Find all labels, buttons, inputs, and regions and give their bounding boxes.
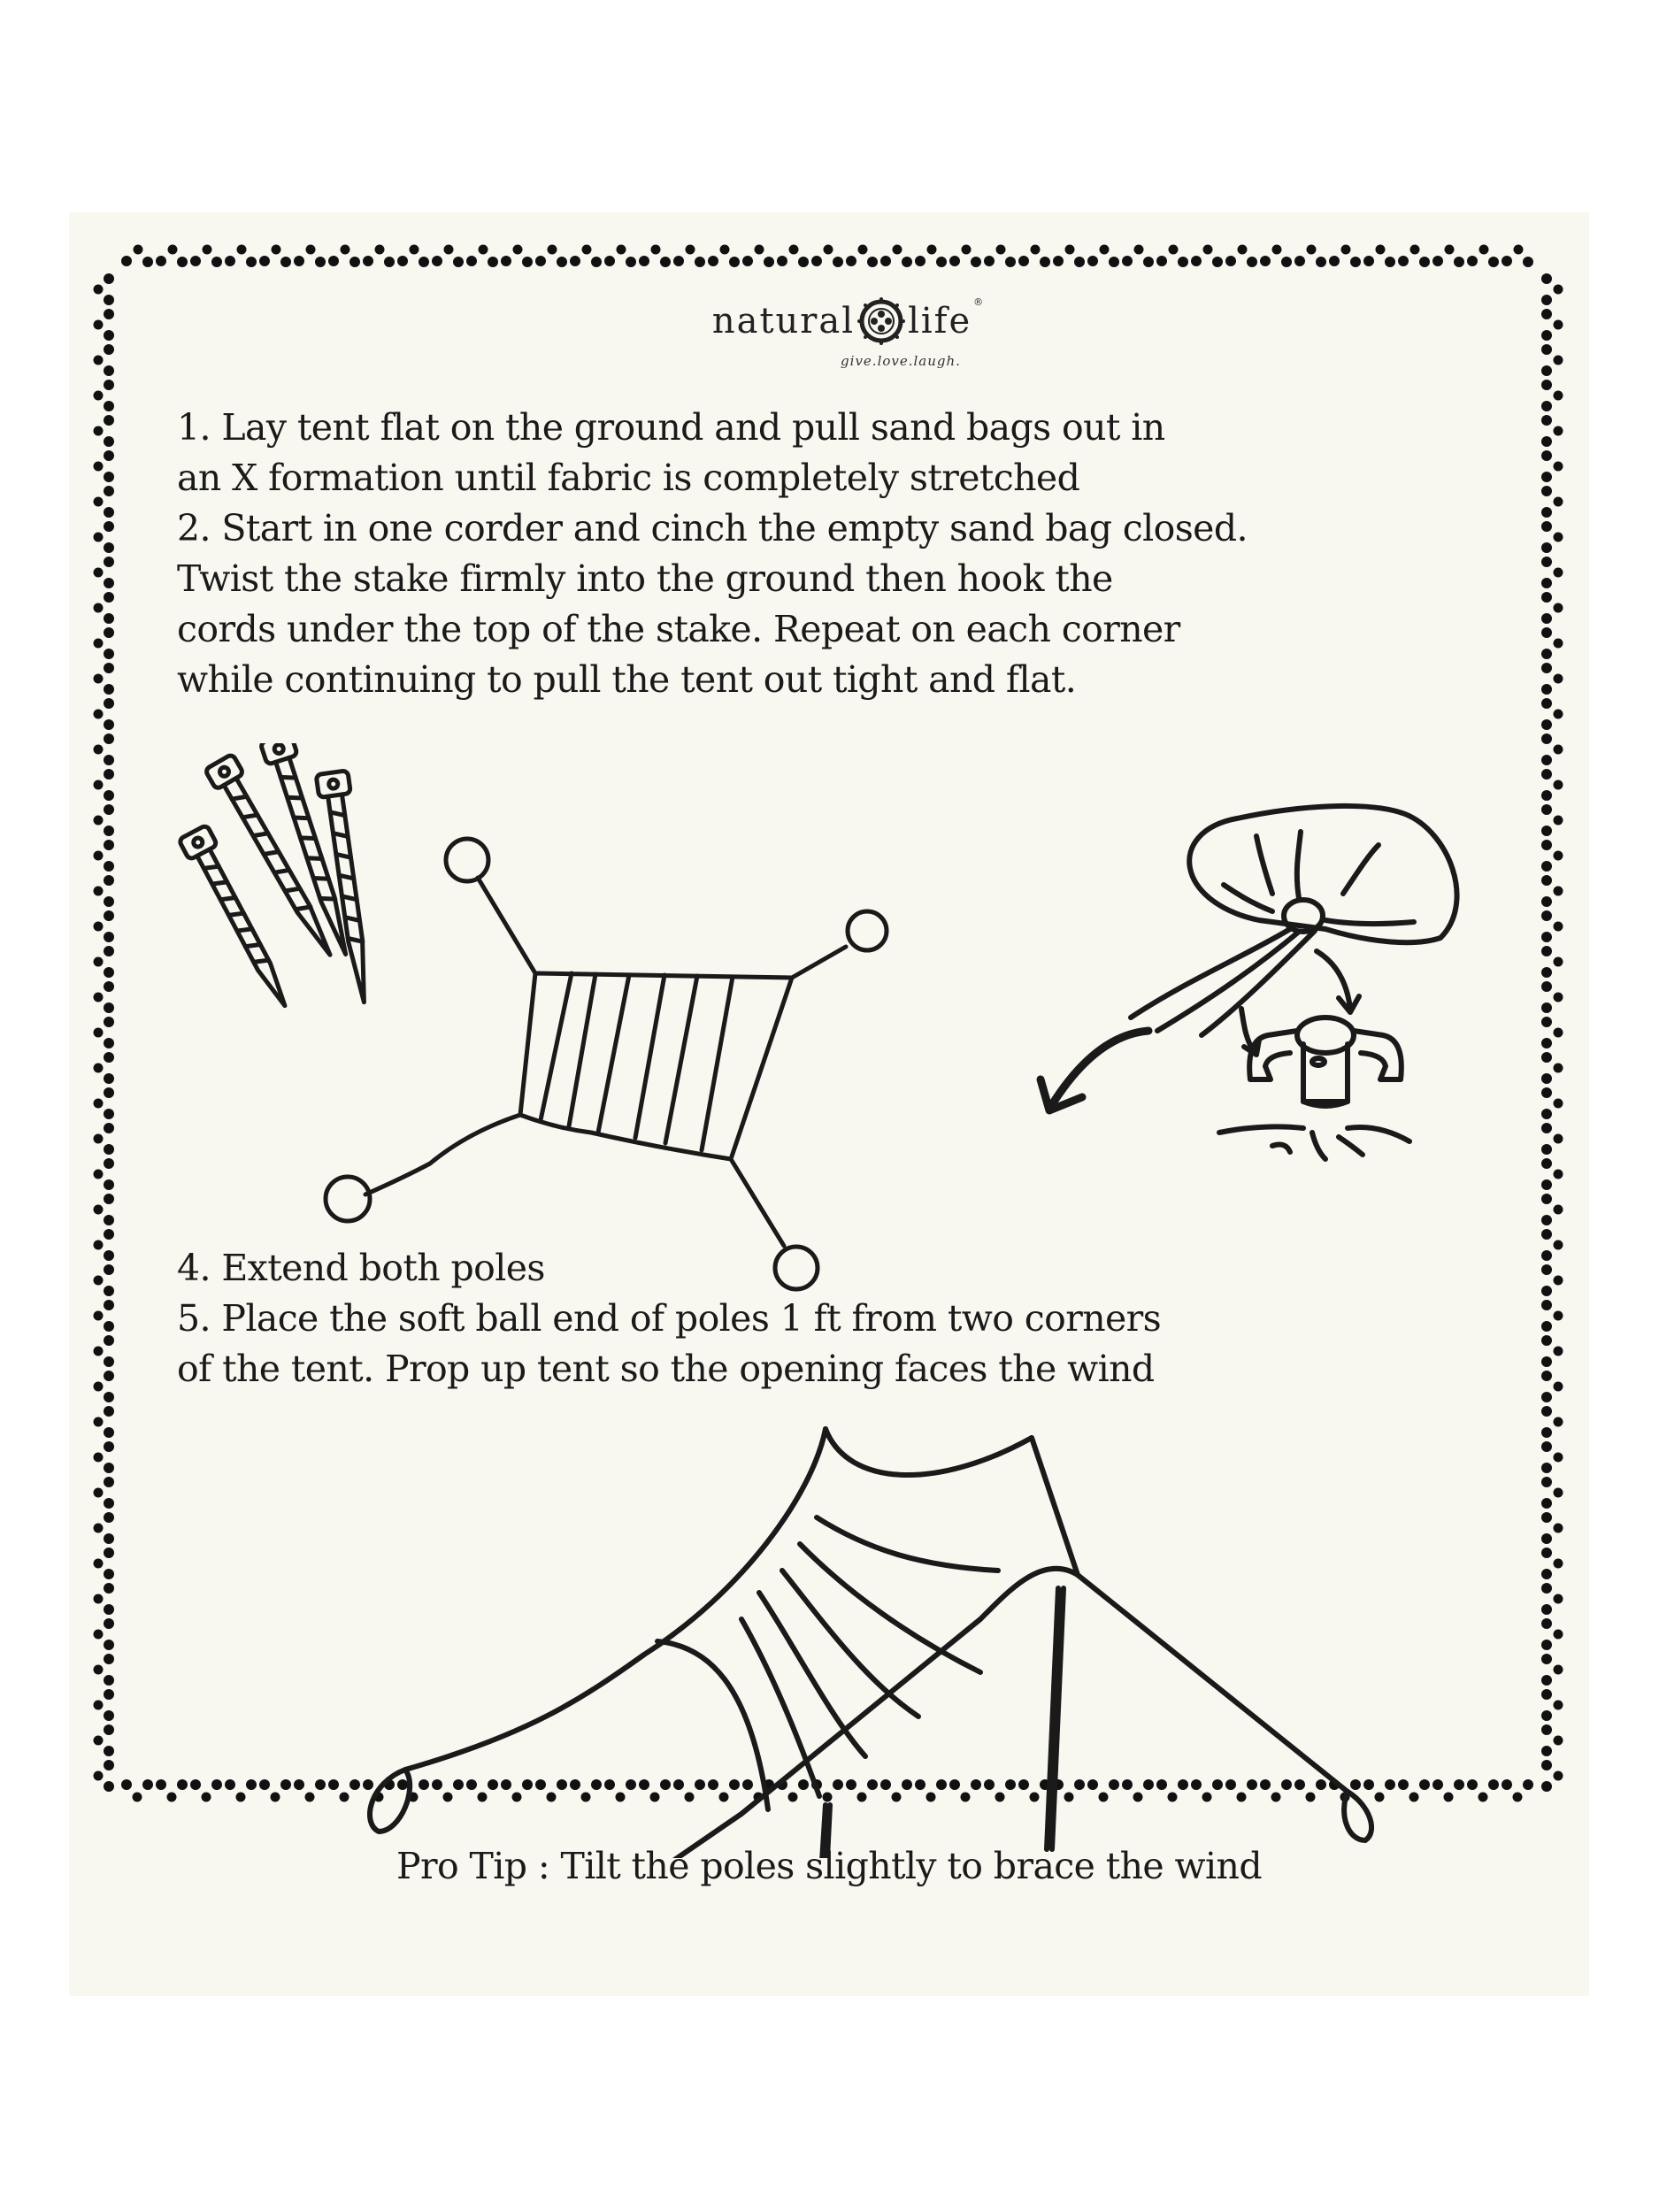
step2-line: Twist the stake firmly into the ground then hook the (177, 557, 1113, 600)
step4-line: 4. Extend both poles (177, 1247, 545, 1289)
step1-line: 1. Lay tent flat on the ground and pull sand bags out in (177, 406, 1165, 449)
step2-line: cords under the top of the stake. Repeat on each corner (177, 608, 1180, 650)
step1-line: an X formation until fabric is completely stretched (177, 457, 1080, 499)
steps-4-5 (177, 1243, 1161, 1394)
steps-1-2 (177, 403, 1248, 705)
step2-line: while continuing to pull the tent out tight and flat. (177, 658, 1077, 701)
logo-word-natural: natural (711, 301, 856, 342)
brand-logo (662, 296, 1033, 376)
instruction-card (69, 212, 1589, 1996)
curved-arrow-icon (1041, 1031, 1148, 1110)
propped-tent-icon (246, 1416, 1502, 1858)
cinched-sand-bag-icon (1033, 796, 1529, 1212)
step2-line: 2. Start in one corder and cinch the empty sand bag closed. (177, 507, 1248, 549)
step5-line: of the tent. Prop up tent so the opening faces the wind (177, 1348, 1155, 1390)
registered-mark: ® (973, 296, 984, 308)
flower-icon (856, 296, 906, 346)
step5-line: 5. Place the soft ball end of poles 1 ft from two corners (177, 1297, 1162, 1340)
pro-tip: Pro Tip : Tilt the poles slightly to brace the wind (396, 1845, 1262, 1887)
logo-word-life: life (908, 301, 972, 342)
logo-tagline: give.love.laugh. (841, 353, 961, 369)
